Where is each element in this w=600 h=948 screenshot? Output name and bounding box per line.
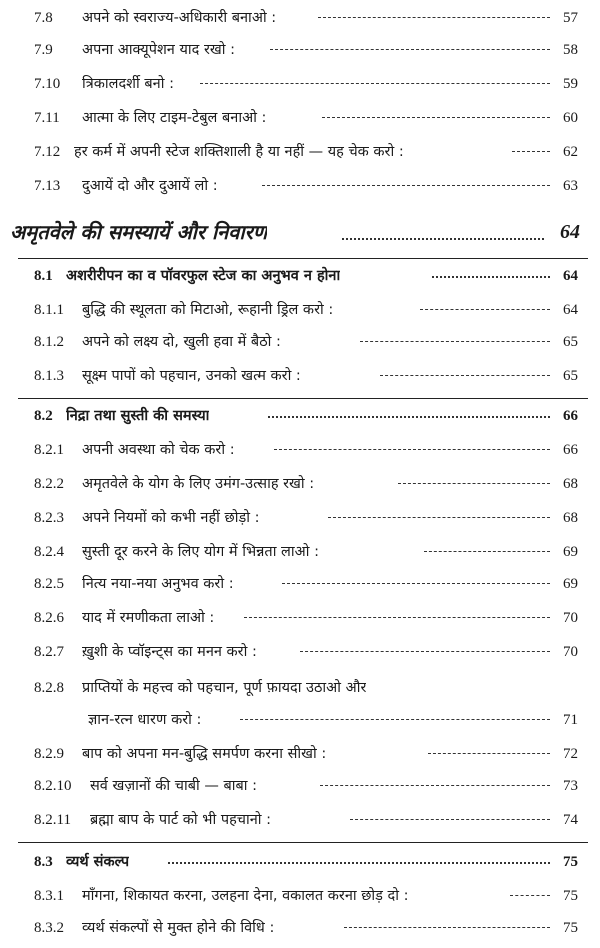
dot-leader [360, 341, 550, 342]
page-number: 66 [563, 408, 578, 424]
entry-number: 8.2.7 [34, 644, 64, 660]
entry-number: 7.8 [34, 10, 53, 26]
entry-title: आत्मा के लिए टाइम-टेबुल बनाओ : [82, 110, 267, 126]
entry-number: 8.3.2 [34, 920, 64, 936]
entry-title: ब्रह्मा बाप के पार्ट को भी पहचानो : [90, 812, 272, 828]
entry-number: 8.2.11 [34, 812, 71, 828]
entry-title: माँगना, शिकायत करना, उलहना देना, वकालत करना छोड़ दो : [82, 888, 409, 904]
entry-title: याद में रमणीकता लाओ : [82, 610, 215, 626]
section-divider [18, 398, 588, 399]
entry-number: 8.2.1 [34, 442, 64, 458]
dot-leader [350, 819, 550, 820]
page-number: 58 [563, 42, 578, 58]
entry-title: बुद्धि की स्थूलता को मिटाओ, रूहानी ड्रिल करो : [82, 302, 334, 318]
section-number: 8.2 [34, 408, 53, 424]
entry-title: अपने को लक्ष्य दो, खुली हवा में बैठो : [82, 334, 281, 350]
toc-entry-8-2-1[interactable] [0, 436, 600, 464]
entry-number: 7.9 [34, 42, 53, 58]
page-number: 66 [563, 442, 578, 458]
section-number: 8.1 [34, 268, 53, 284]
toc-entry-8-2-9[interactable] [0, 740, 600, 768]
page-number: 65 [563, 334, 578, 350]
dot-leader [420, 309, 550, 310]
section-title: अशरीरीपन का व पॉवरफुल स्टेज का अनुभव न होना [66, 268, 341, 284]
entry-title: सूक्ष्म पापों को पहचान, उनको खत्म करो : [82, 368, 301, 384]
dot-leader [512, 151, 550, 152]
entry-title: त्रिकालदर्शी बनो : [82, 76, 174, 92]
entry-number: 8.1.1 [34, 302, 64, 318]
page-number: 75 [563, 854, 578, 870]
entry-number: 8.2.6 [34, 610, 64, 626]
entry-title: अपने को स्वराज्य-अधिकारी बनाओ : [82, 10, 277, 26]
page-number: 60 [563, 110, 578, 126]
dot-leader [380, 375, 550, 376]
section-title: निद्रा तथा सुस्ती की समस्या [66, 408, 210, 424]
entry-number: 8.1.2 [34, 334, 64, 350]
page-number: 63 [563, 178, 578, 194]
entry-title: अपनी अवस्था को चेक करो : [82, 442, 235, 458]
chapter-title: अमृतवेले की समस्यायें और निवारण [10, 220, 268, 244]
chapter-page-number: 64 [560, 221, 580, 243]
toc-entry-7-11[interactable] [0, 104, 600, 132]
entry-title: हर कर्म में अपनी स्टेज शक्तिशाली है या नहीं — यह चेक करो : [74, 144, 404, 160]
entry-number: 7.13 [34, 178, 61, 194]
toc-entry-8-2-3[interactable] [0, 504, 600, 532]
toc-entry-7-10[interactable] [0, 70, 600, 98]
toc-entry-7-8[interactable] [0, 4, 600, 32]
dot-leader [432, 276, 550, 278]
entry-number: 7.11 [34, 110, 60, 126]
dot-leader [344, 927, 550, 928]
dot-leader [168, 862, 550, 864]
page-number: 69 [563, 576, 578, 592]
dot-leader [428, 753, 550, 754]
toc-section-8-2[interactable] [0, 402, 600, 430]
section-divider [18, 842, 588, 843]
entry-number: 7.10 [34, 76, 61, 92]
page-number: 64 [563, 268, 578, 284]
page-number: 68 [563, 510, 578, 526]
dot-leader [510, 895, 550, 896]
page-number: 65 [563, 368, 578, 384]
page-number: 74 [563, 812, 578, 828]
entry-number: 8.2.4 [34, 544, 64, 560]
toc-entry-8-3-2[interactable] [0, 914, 600, 942]
dot-leader [268, 416, 550, 418]
entry-title-continued: ज्ञान-रत्न धारण करो : [88, 712, 202, 728]
toc-entry-8-2-10[interactable] [0, 772, 600, 800]
entry-number: 8.1.3 [34, 368, 64, 384]
dot-leader [342, 238, 544, 240]
toc-entry-8-2-7[interactable] [0, 638, 600, 666]
dot-leader [318, 17, 550, 18]
entry-title: प्राप्तियों के महत्त्व को पहचान, पूर्ण फ़ायदा उठाओ और [82, 680, 367, 696]
dot-leader [300, 651, 550, 652]
entry-title: अमृतवेले के योग के लिए उमंग-उत्साह रखो : [82, 476, 315, 492]
entry-title: नित्य नया-नया अनुभव करो : [82, 576, 234, 592]
page-number: 59 [563, 76, 578, 92]
entry-number: 8.2.10 [34, 778, 72, 794]
page-number: 70 [563, 610, 578, 626]
toc-section-8-3[interactable] [0, 848, 600, 876]
section-divider [18, 258, 588, 259]
dot-leader [320, 785, 550, 786]
chapter-heading[interactable] [0, 214, 600, 250]
dot-leader [274, 449, 550, 450]
section-number: 8.3 [34, 854, 53, 870]
dot-leader [424, 551, 550, 552]
page-number: 75 [563, 920, 578, 936]
page-number: 73 [563, 778, 578, 794]
entry-number: 8.3.1 [34, 888, 64, 904]
page-number: 71 [563, 712, 578, 728]
toc-section-8-1[interactable] [0, 262, 600, 290]
page-number: 68 [563, 476, 578, 492]
toc-entry-8-1-1[interactable] [0, 296, 600, 324]
page-number: 75 [563, 888, 578, 904]
entry-number: 8.2.2 [34, 476, 64, 492]
toc-entry-8-2-4[interactable] [0, 538, 600, 566]
entry-number: 8.2.3 [34, 510, 64, 526]
toc-entry-8-1-2[interactable] [0, 328, 600, 356]
dot-leader [200, 83, 550, 84]
toc-entry-8-2-8[interactable] [0, 674, 600, 702]
toc-entry-8-2-11[interactable] [0, 806, 600, 834]
dot-leader [244, 617, 550, 618]
entry-number: 8.2.9 [34, 746, 64, 762]
page-number: 62 [563, 144, 578, 160]
page-number: 69 [563, 544, 578, 560]
page-number: 70 [563, 644, 578, 660]
entry-title: दुआयें दो और दुआयें लो : [82, 178, 218, 194]
page-number: 72 [563, 746, 578, 762]
toc-entry-8-2-6[interactable] [0, 604, 600, 632]
entry-title: सर्व खज़ानों की चाबी — बाबा : [90, 778, 258, 794]
entry-title: बाप को अपना मन-बुद्धि समर्पण करना सीखो : [82, 746, 327, 762]
toc-entry-8-3-1[interactable] [0, 882, 600, 910]
dot-leader [322, 117, 550, 118]
entry-number: 8.2.5 [34, 576, 64, 592]
toc-entry-8-2-5[interactable] [0, 570, 600, 598]
entry-title: अपने नियमों को कभी नहीं छोड़ो : [82, 510, 260, 526]
dot-leader [398, 483, 550, 484]
dot-leader [270, 49, 550, 50]
dot-leader [262, 185, 550, 186]
page-number: 57 [563, 10, 578, 26]
toc-entry-8-1-3[interactable] [0, 362, 600, 390]
entry-title: अपना आक्यूपेशन याद रखो : [82, 42, 235, 58]
page-number: 64 [563, 302, 578, 318]
entry-number: 7.12 [34, 144, 61, 160]
toc-entry-8-2-2[interactable] [0, 470, 600, 498]
entry-number: 8.2.8 [34, 680, 64, 696]
dot-leader [282, 583, 550, 584]
section-title: व्यर्थ संकल्प [66, 854, 130, 870]
entry-title: ख़ुशी के प्वॉइन्ट्स का मनन करो : [82, 644, 257, 660]
entry-title: व्यर्थ संकल्पों से मुक्त होने की विधि : [82, 920, 275, 936]
toc-entry-8-2-8-continued[interactable] [0, 706, 600, 734]
dot-leader [240, 719, 550, 720]
dot-leader [328, 517, 550, 518]
toc-entry-7-13[interactable] [0, 172, 600, 200]
toc-entry-7-12[interactable] [0, 138, 600, 166]
toc-entry-7-9[interactable] [0, 36, 600, 64]
entry-title: सुस्ती दूर करने के लिए योग में भिन्नता लाओ : [82, 544, 319, 560]
